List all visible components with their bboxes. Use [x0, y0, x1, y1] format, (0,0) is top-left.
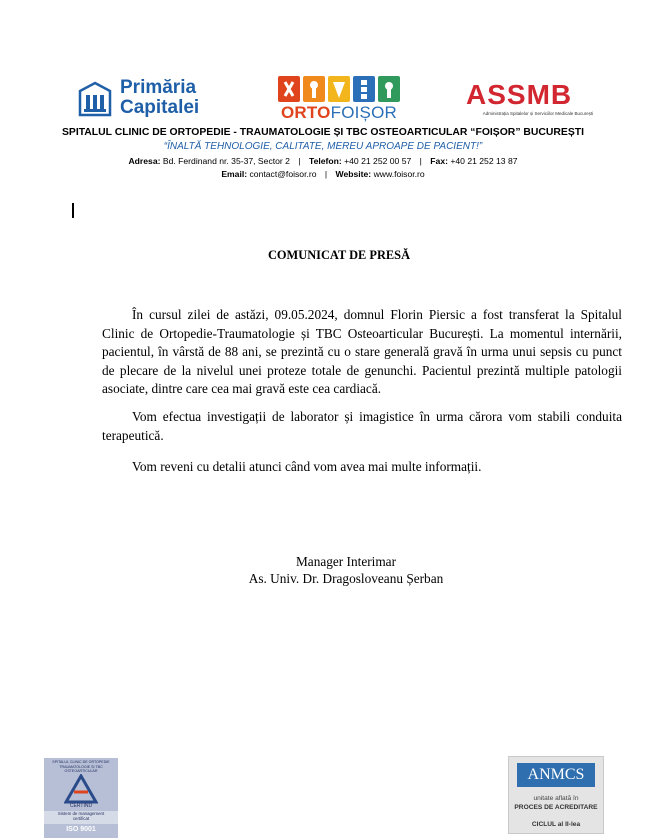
- primaria-line2: Capitalei: [120, 97, 200, 118]
- ortofoisor-part1: ORTO: [281, 103, 331, 122]
- primaria-capitalei-logo: [78, 78, 218, 122]
- iso-badge-band: [44, 811, 118, 824]
- hospital-motto: “ÎNALTĂ TEHNOLOGIE, CALITATE, MEREU APROAPE DE PACIENT!”: [163, 141, 483, 152]
- separator: |: [324, 169, 328, 179]
- email-link[interactable]: contact@foisor.ro: [249, 169, 317, 179]
- anmcs-badge: [508, 756, 604, 834]
- ortofoisor-part2: FOIȘOR: [330, 103, 397, 122]
- assmb-text: ASSMB: [466, 79, 573, 110]
- email-label: Email:: [221, 169, 248, 179]
- phone-value: +40 21 252 00 57: [344, 156, 412, 166]
- paragraph-3: Vom reveni cu detalii atunci când vom avea mai multe informații.: [132, 459, 482, 474]
- paragraph-1: În cursul zilei de astăzi, 09.05.2024, domnul Florin Piersic a fost transferat la Spitalul Clinic de Ortopedie-Traumatologie și TBC Osteoarticular București. La momentul internării, pacientul, în vârstă de 88 ani, se prezintă cu o stare generală gravă în urma unui sepsis cu punct de plecare de la nivelul unei proteze totale de genunchi. Pacientul prezintă multiple patologii asociate, dintre care cea mai gravă este cea cardiacă.: [102, 307, 622, 396]
- ortofoisor-logo: [275, 76, 403, 124]
- certind-label: CERTIND: [69, 803, 93, 809]
- certind-icon: [64, 774, 98, 804]
- hospital-name: SPITALUL CLINIC DE ORTOPEDIE - TRAUMATOLOGIE ȘI TBC OSTEOARTICULAR “FOIȘOR” BUCUREȘTI: [61, 127, 585, 138]
- separator: |: [298, 156, 301, 166]
- hospital-address-line: [0, 155, 646, 167]
- fax-label: Fax:: [430, 156, 448, 166]
- website-label: Website:: [335, 169, 372, 179]
- website-link[interactable]: www.foisor.ro: [373, 169, 425, 179]
- assmb-logo: [466, 80, 596, 122]
- signature-name: As. Univ. Dr. Dragosloveanu Șerban: [248, 571, 444, 586]
- text-cursor: [72, 203, 74, 218]
- anmcs-logo: ANMCS: [517, 763, 595, 787]
- iso-badge-top-text: SPITALUL CLINIC DE ORTOPEDIE TRAUMATOLOGIE ȘI TBC OSTEOARTICULAR: [52, 760, 110, 773]
- phone-label: Telefon:: [308, 156, 342, 166]
- bone-tiles-icon: [278, 76, 400, 104]
- anmcs-line1: unitate aflată în: [533, 795, 579, 802]
- document-title: COMUNICAT DE PRESĂ: [267, 248, 411, 262]
- primaria-line1: Primăria: [120, 77, 197, 98]
- iso-band-line1: Sistem de management: [57, 811, 105, 816]
- address-value: Bd. Ferdinand nr. 35-37, Sector 2: [162, 156, 290, 166]
- paragraph-2: Vom efectua investigații de laborator și imagistice în urma cărora vom stabili conduita terapeutică.: [102, 409, 622, 443]
- anmcs-line3: CICLUL al II-lea: [531, 821, 581, 828]
- iso-band-line2: certificat: [72, 816, 90, 821]
- separator: |: [419, 156, 422, 166]
- signature-role: Manager Interimar: [295, 554, 397, 569]
- hospital-contact-line: [0, 168, 646, 180]
- fax-value: +40 21 252 13 87: [450, 156, 518, 166]
- iso-standard: ISO 9001: [66, 826, 96, 833]
- address-label: Adresa:: [128, 156, 161, 166]
- assmb-subtitle: Administrația Spitalelor și Serviciilor Medicale București: [482, 111, 594, 116]
- iso-9001-badge: [44, 758, 118, 838]
- anmcs-line2: PROCES DE ACREDITARE: [514, 804, 598, 811]
- city-hall-icon: [78, 81, 112, 117]
